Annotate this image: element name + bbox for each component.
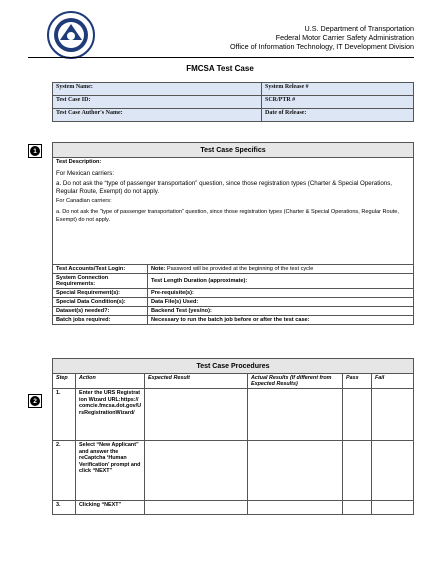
step-action: Clicking “NEXT” xyxy=(76,501,145,515)
author-name-label: Test Case Author's Name: xyxy=(53,109,262,122)
procedure-row xyxy=(53,501,414,515)
step-pass-cell xyxy=(343,441,372,501)
test-case-info-table xyxy=(52,82,414,122)
section-marker-2 xyxy=(28,394,42,408)
test-description-label: Test Description: xyxy=(56,159,102,165)
specifics-title: Test Case Specifics xyxy=(53,143,414,158)
procedure-row xyxy=(53,441,414,501)
header-divider xyxy=(28,57,414,58)
column-header-action: Action xyxy=(76,374,145,389)
step-expected-cell xyxy=(145,389,248,441)
step-number: 2. xyxy=(53,441,76,501)
batch-necessary-label: Necessary to run the batch job before or after the test case: xyxy=(148,316,414,325)
test-case-id-label: Test Case ID: xyxy=(53,96,262,109)
accounts-login-label: Test Accounts/Test Login: xyxy=(53,265,148,274)
special-data-label: Special Data Condition(s): xyxy=(53,298,148,307)
scr-ptr-label: SCR/PTR # xyxy=(262,96,414,109)
step-actual-cell xyxy=(248,389,343,441)
step-fail-cell xyxy=(372,389,414,441)
agency-line: Office of Information Technology, IT Development Division xyxy=(229,42,414,51)
column-header-actual: Actual Results (If different from Expected Results) xyxy=(248,374,343,389)
note-label: Note: xyxy=(151,266,166,272)
agency-line: Federal Motor Carrier Safety Administration xyxy=(275,33,414,42)
column-header-expected: Expected Result xyxy=(145,374,248,389)
step-action: Enter the URS Registration Wizard URL:https://comcie.fmcsa.dot.gov/UrsRegistrationWizard/ xyxy=(76,389,145,441)
step-pass-cell xyxy=(343,389,372,441)
length-duration-label: Test Length Duration (approximate): xyxy=(148,274,414,289)
canadian-carriers-heading: For Canadian carriers: xyxy=(56,198,112,205)
agency-line: U.S. Department of Transportation xyxy=(304,24,414,33)
marker-number: 1 xyxy=(30,146,40,156)
step-number: 3. xyxy=(53,501,76,515)
step-expected-cell xyxy=(145,501,248,515)
procedure-row xyxy=(53,389,414,441)
note-text: Password will be provided at the beginning of the test cycle xyxy=(166,266,314,272)
canadian-carriers-item: a. Do not ask the “type of passenger transportation” question, since those registration types (Charter & Special Operations, Regular Route, Exempt) do not apply. xyxy=(56,208,399,223)
step-pass-cell xyxy=(343,501,372,515)
special-requirements-label: Special Requirement(s): xyxy=(53,289,148,298)
note-cell xyxy=(148,265,414,274)
agency-header xyxy=(230,24,414,51)
step-fail-cell xyxy=(372,501,414,515)
document-title: FMCSA Test Case xyxy=(186,64,254,73)
system-release-label: System Release # xyxy=(262,83,414,96)
step-actual-cell xyxy=(248,441,343,501)
marker-number: 2 xyxy=(30,396,40,406)
prerequisites-label: Pre-requisite(s): xyxy=(148,289,414,298)
test-case-procedures-table xyxy=(52,358,414,515)
column-header-step: Step xyxy=(53,374,76,389)
test-description-cell xyxy=(53,158,414,265)
step-fail-cell xyxy=(372,441,414,501)
data-files-label: Data File(s) Used: xyxy=(148,298,414,307)
system-name-label: System Name: xyxy=(53,83,262,96)
backend-test-label: Backend Test (yes/no): xyxy=(148,307,414,316)
step-expected-cell xyxy=(145,441,248,501)
batch-jobs-label: Batch jobs required: xyxy=(53,316,148,325)
step-actual-cell xyxy=(248,501,343,515)
test-case-specifics-table xyxy=(52,142,414,325)
column-header-pass: Pass xyxy=(343,374,372,389)
system-connection-label: System Connection Requirements: xyxy=(53,274,148,289)
procedures-title: Test Case Procedures xyxy=(53,359,414,374)
mexican-carriers-item: a. Do not ask the “type of passenger transportation” question, since those registration types (Charter & Special Operations, Regular Route, Exempt) do not apply. xyxy=(56,180,393,195)
mexican-carriers-heading: For Mexican carriers: xyxy=(56,169,115,177)
step-number: 1. xyxy=(53,389,76,441)
section-marker-1 xyxy=(28,144,42,158)
step-action: Select “New Applicant” and answer the reCaptcha ‘Human Verification’ prompt and click “NEXT” xyxy=(76,441,145,501)
datasets-label: Dataset(s) needed?: xyxy=(53,307,148,316)
date-of-release-label: Date of Release: xyxy=(262,109,414,122)
usdot-seal-logo xyxy=(46,10,96,60)
column-header-fail: Fail xyxy=(372,374,414,389)
